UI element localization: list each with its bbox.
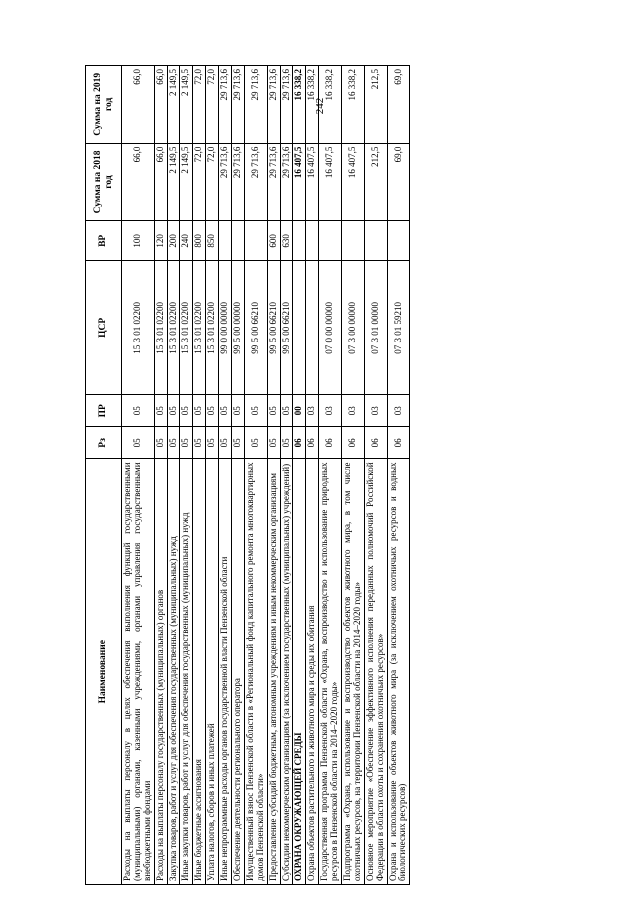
row-vr: 850 (206, 221, 219, 261)
row-vr (244, 221, 267, 261)
row-vr (342, 221, 365, 261)
header-vr: ВР (86, 221, 122, 261)
row-vr (306, 221, 319, 261)
row-csr: 99 5 00 66210 (267, 261, 280, 395)
row-name: Иные непрограммные расходы органов государственной власти Пензенской области (219, 459, 232, 885)
row-sum-2019: 16 338,2 (293, 66, 306, 144)
row-pr: 05 (244, 395, 267, 427)
row-rz: 05 (244, 427, 267, 459)
row-csr (293, 261, 306, 395)
row-sum-2018: 72,0 (206, 143, 219, 221)
header-name: Наименование (86, 459, 122, 885)
row-name: Уплата налогов, сборов и иных платежей (206, 459, 219, 885)
row-csr: 15 3 01 02200 (180, 261, 193, 395)
row-vr: 630 (280, 221, 293, 261)
table-row (232, 66, 245, 885)
row-vr: 240 (180, 221, 193, 261)
row-vr (319, 221, 342, 261)
row-csr: 15 3 01 02200 (122, 261, 155, 395)
row-vr (293, 221, 306, 261)
row-vr: 120 (154, 221, 167, 261)
row-name: Закупка товаров, работ и услуг для обеспечения государственных (муниципальных) нужд (167, 459, 180, 885)
row-sum-2018: 2 149,5 (180, 143, 193, 221)
row-rz: 06 (293, 427, 306, 459)
row-name: Иные бюджетные ассигнования (193, 459, 206, 885)
page-number: 242 (314, 97, 326, 115)
row-sum-2018: 29 713,6 (244, 143, 267, 221)
row-sum-2019: 29 713,6 (280, 66, 293, 144)
row-sum-2018: 69,0 (387, 143, 410, 221)
row-sum-2019: 2 149,5 (167, 66, 180, 144)
table-row (193, 66, 206, 885)
row-sum-2019: 2 149,5 (180, 66, 193, 144)
table-row (122, 66, 155, 885)
row-sum-2018: 16 407,5 (342, 143, 365, 221)
row-pr: 00 (293, 395, 306, 427)
table-row (293, 66, 306, 885)
row-sum-2019: 29 713,6 (219, 66, 232, 144)
row-sum-2019: 16 338,2 (306, 66, 319, 144)
row-name: Расходы на выплаты персоналу государственных (муниципальных) органов (154, 459, 167, 885)
row-sum-2019: 29 713,6 (232, 66, 245, 144)
row-sum-2019: 29 713,6 (267, 66, 280, 144)
row-rz: 05 (167, 427, 180, 459)
row-pr: 05 (167, 395, 180, 427)
table-row (280, 66, 293, 885)
row-csr (306, 261, 319, 395)
row-vr: 800 (193, 221, 206, 261)
table-row (267, 66, 280, 885)
row-csr: 07 3 01 59210 (387, 261, 410, 395)
row-csr: 15 3 01 02200 (206, 261, 219, 395)
row-sum-2019: 66,0 (122, 66, 155, 144)
header-rz: Рз (86, 427, 122, 459)
row-rz: 05 (193, 427, 206, 459)
table-row (342, 66, 365, 885)
row-sum-2018: 66,0 (122, 143, 155, 221)
row-vr: 100 (122, 221, 155, 261)
row-pr: 05 (180, 395, 193, 427)
row-name: Государственная программа Пензенской области «Охрана, воспроизводство и использование природных ресурсов в Пензенской области на 2014–2020 годы» (319, 459, 342, 885)
table-row (206, 66, 219, 885)
budget-table (85, 65, 410, 885)
row-name: Расходы на выплаты персоналу в целях обеспечения выполнения функций государственными (муниципальными) органами, казенными учреждениями, органами управления государственными внебюджетными фондами (122, 459, 155, 885)
row-sum-2018: 29 713,6 (267, 143, 280, 221)
table-row (244, 66, 267, 885)
table-row (167, 66, 180, 885)
row-name: Охрана и использование объектов животного мира (за исключением охотничьих ресурсов и водных биологических ресурсов) (387, 459, 410, 885)
row-rz: 05 (206, 427, 219, 459)
row-sum-2019: 16 338,2 (342, 66, 365, 144)
row-pr: 03 (306, 395, 319, 427)
row-sum-2019: 72,0 (193, 66, 206, 144)
row-csr: 99 5 00 66210 (244, 261, 267, 395)
row-rz: 05 (180, 427, 193, 459)
row-name: Предоставление субсидий бюджетным, автономным учреждениям и иным некоммерческим организациям (267, 459, 280, 885)
table-row (154, 66, 167, 885)
row-pr: 03 (319, 395, 342, 427)
row-name: Охрана объектов растительного и животного мира и среды их обитания (306, 459, 319, 885)
row-sum-2018: 72,0 (193, 143, 206, 221)
row-csr: 07 3 00 00000 (342, 261, 365, 395)
row-sum-2018: 29 713,6 (280, 143, 293, 221)
row-name: Иные закупки товаров, работ и услуг для обеспечения государственных (муниципальных) нужд (180, 459, 193, 885)
row-rz: 06 (306, 427, 319, 459)
row-pr: 05 (232, 395, 245, 427)
header-pr: ПР (86, 395, 122, 427)
row-csr: 15 3 01 02200 (154, 261, 167, 395)
row-csr: 99 5 00 66210 (280, 261, 293, 395)
row-vr (232, 221, 245, 261)
row-vr (219, 221, 232, 261)
row-pr: 05 (280, 395, 293, 427)
header-sum-2019: Сумма на 2019 год (86, 66, 122, 144)
row-pr: 05 (122, 395, 155, 427)
row-pr: 05 (154, 395, 167, 427)
row-vr: 600 (267, 221, 280, 261)
table-row (180, 66, 193, 885)
row-sum-2019: 29 713,6 (244, 66, 267, 144)
row-csr: 07 0 00 00000 (319, 261, 342, 395)
budget-table-container (85, 65, 589, 885)
row-rz: 05 (267, 427, 280, 459)
row-vr: 200 (167, 221, 180, 261)
row-rz: 05 (280, 427, 293, 459)
row-sum-2018: 212,5 (364, 143, 387, 221)
row-sum-2018: 29 713,6 (232, 143, 245, 221)
row-name: Обеспечение деятельности регионального оператора (232, 459, 245, 885)
table-row (319, 66, 342, 885)
row-name: Основное мероприятие «Обеспечение эффективного исполнения переданных полномочий Российской Федерации в области охоты и сохранения охотничьих ресурсов» (364, 459, 387, 885)
row-rz: 06 (342, 427, 365, 459)
row-sum-2019: 16 338,2 (319, 66, 342, 144)
row-vr (364, 221, 387, 261)
row-name: Имущественный взнос Пензенской области в «Региональный фонд капитального ремонта многоквартирных домов Пензенской области» (244, 459, 267, 885)
row-pr: 05 (267, 395, 280, 427)
row-csr: 99 0 00 00000 (219, 261, 232, 395)
row-name: Субсидии некоммерческим организациям (за исключением государственных (муниципальных) учреждений) (280, 459, 293, 885)
table-header-row (86, 66, 122, 885)
row-rz: 05 (154, 427, 167, 459)
row-rz: 06 (387, 427, 410, 459)
row-csr: 99 5 00 00000 (232, 261, 245, 395)
table-row (387, 66, 410, 885)
table-row (219, 66, 232, 885)
row-rz: 06 (319, 427, 342, 459)
row-pr: 05 (206, 395, 219, 427)
row-rz: 05 (232, 427, 245, 459)
row-rz: 05 (122, 427, 155, 459)
row-csr: 07 3 01 00000 (364, 261, 387, 395)
row-sum-2018: 16 407,5 (306, 143, 319, 221)
row-vr (387, 221, 410, 261)
row-sum-2018: 29 713,6 (219, 143, 232, 221)
row-name: ОХРАНА ОКРУЖАЮЩЕЙ СРЕДЫ (293, 459, 306, 885)
row-csr: 15 3 01 02200 (193, 261, 206, 395)
table-row (364, 66, 387, 885)
row-pr: 03 (387, 395, 410, 427)
row-sum-2018: 16 407,5 (293, 143, 306, 221)
row-rz: 05 (219, 427, 232, 459)
row-pr: 05 (193, 395, 206, 427)
row-name: Подпрограмма «Охрана, использование и воспроизводство объектов животного мира, в том числе охотничьих ресурсов, на территории Пензенской области на 2014–2020 годы» (342, 459, 365, 885)
row-sum-2019: 212,5 (364, 66, 387, 144)
row-sum-2019: 69,0 (387, 66, 410, 144)
row-csr: 15 3 01 02200 (167, 261, 180, 395)
row-sum-2018: 16 407,5 (319, 143, 342, 221)
row-sum-2018: 66,0 (154, 143, 167, 221)
row-pr: 03 (364, 395, 387, 427)
row-pr: 05 (219, 395, 232, 427)
row-sum-2019: 72,0 (206, 66, 219, 144)
row-sum-2019: 66,0 (154, 66, 167, 144)
table-row (306, 66, 319, 885)
header-sum-2018: Сумма на 2018 год (86, 143, 122, 221)
header-csr: ЦСР (86, 261, 122, 395)
row-sum-2018: 2 149,5 (167, 143, 180, 221)
row-rz: 06 (364, 427, 387, 459)
row-pr: 03 (342, 395, 365, 427)
